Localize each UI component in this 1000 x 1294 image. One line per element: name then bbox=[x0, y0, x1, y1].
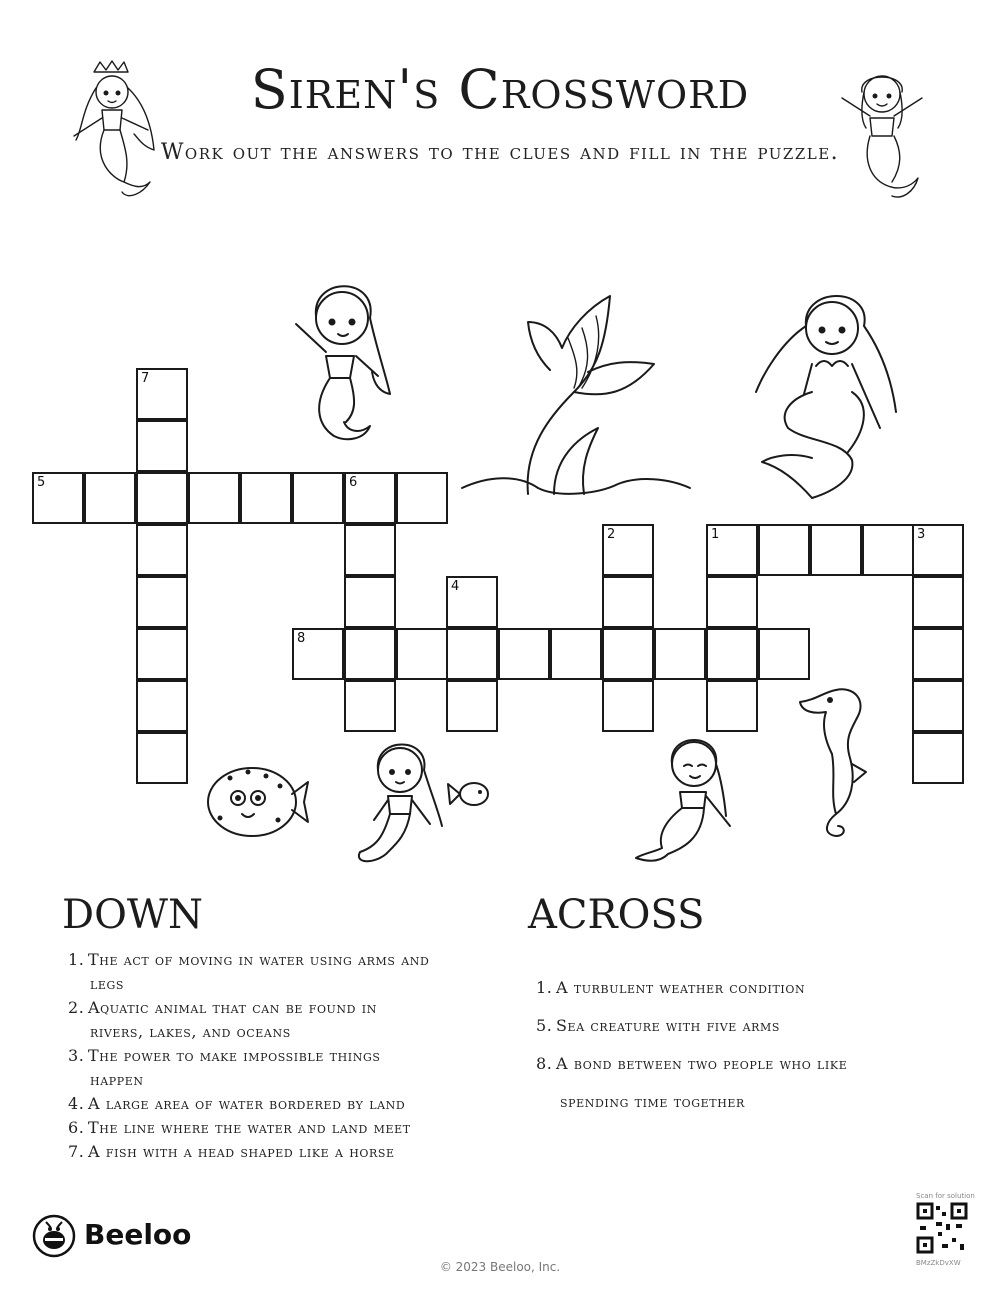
cell[interactable] bbox=[706, 576, 758, 628]
cell[interactable] bbox=[136, 732, 188, 784]
cell[interactable] bbox=[446, 680, 498, 732]
cell[interactable] bbox=[240, 472, 292, 524]
down-heading: DOWN bbox=[62, 892, 203, 938]
cell[interactable] bbox=[136, 680, 188, 732]
across-clue-8: 8. A bond between two people who like bbox=[536, 1054, 848, 1073]
cell[interactable] bbox=[136, 472, 188, 524]
page-subtitle: Work out the answers to the clues and fill in the puzzle. bbox=[160, 140, 840, 165]
cell[interactable] bbox=[344, 576, 396, 628]
cell[interactable] bbox=[602, 576, 654, 628]
cell-8-across-1[interactable] bbox=[292, 628, 344, 680]
clue-number-8: 8 bbox=[297, 631, 306, 646]
down-clue-4: 4. A large area of water bordered by land bbox=[68, 1094, 406, 1113]
clue-number-4: 4 bbox=[451, 579, 460, 594]
cell[interactable] bbox=[706, 680, 758, 732]
qr-code-text: BMzZkDvXW bbox=[916, 1259, 961, 1267]
cell[interactable] bbox=[396, 472, 448, 524]
clue-number-1: 1 bbox=[711, 527, 720, 542]
cell[interactable] bbox=[654, 628, 706, 680]
cell[interactable] bbox=[758, 524, 810, 576]
cell[interactable] bbox=[136, 420, 188, 472]
cell-1-across-1[interactable] bbox=[706, 524, 758, 576]
cell[interactable] bbox=[602, 628, 654, 680]
qr-caption: Scan for solution bbox=[916, 1192, 975, 1200]
across-clue-1: 1. A turbulent weather condition bbox=[536, 978, 806, 997]
cell[interactable] bbox=[396, 628, 448, 680]
cell[interactable] bbox=[912, 680, 964, 732]
cell[interactable] bbox=[912, 732, 964, 784]
cell[interactable] bbox=[758, 628, 810, 680]
cell[interactable] bbox=[136, 576, 188, 628]
cell[interactable] bbox=[912, 628, 964, 680]
cell[interactable] bbox=[912, 576, 964, 628]
cell[interactable] bbox=[550, 628, 602, 680]
cell[interactable] bbox=[602, 680, 654, 732]
down-clue-3: 3. The power to make impossible things bbox=[68, 1046, 381, 1065]
clue-number-5: 5 bbox=[37, 475, 46, 490]
down-clue-2-cont: rivers, lakes, and oceans bbox=[90, 1022, 291, 1041]
cell[interactable] bbox=[188, 472, 240, 524]
page-title: Siren's Crossword bbox=[250, 58, 750, 121]
cell[interactable] bbox=[136, 524, 188, 576]
cell[interactable] bbox=[862, 524, 914, 576]
down-clue-1-cont: legs bbox=[90, 974, 125, 993]
qr-code-icon[interactable] bbox=[916, 1202, 968, 1254]
down-clue-list bbox=[68, 948, 488, 1164]
down-clue-2: 2. Aquatic animal that can be found in bbox=[68, 998, 377, 1017]
down-clue-3-cont: happen bbox=[90, 1070, 144, 1089]
cell[interactable] bbox=[84, 472, 136, 524]
brand-logo[interactable]: Beeloo bbox=[84, 1218, 192, 1251]
cell[interactable] bbox=[810, 524, 862, 576]
cell[interactable] bbox=[344, 628, 396, 680]
cell[interactable] bbox=[344, 524, 396, 576]
cell-7-down-1[interactable] bbox=[136, 368, 188, 420]
cell[interactable] bbox=[446, 628, 498, 680]
across-heading: ACROSS bbox=[528, 892, 705, 938]
clue-number-7: 7 bbox=[141, 371, 150, 386]
down-clue-1: 1. The act of moving in water using arms and bbox=[68, 950, 430, 969]
bee-logo-icon bbox=[32, 1214, 76, 1258]
clue-number-2: 2 bbox=[607, 527, 616, 542]
clue-number-6: 6 bbox=[349, 475, 358, 490]
across-clue-list bbox=[536, 976, 956, 1114]
cell-5-across-1[interactable] bbox=[32, 472, 84, 524]
across-clue-5: 5. Sea creature with five arms bbox=[536, 1016, 781, 1035]
cell-4-down-1[interactable] bbox=[446, 576, 498, 628]
across-clue-8-cont: spending time together bbox=[560, 1092, 745, 1111]
cell[interactable] bbox=[344, 680, 396, 732]
cell[interactable] bbox=[292, 472, 344, 524]
cell-6-down-1[interactable] bbox=[344, 472, 396, 524]
down-clue-6: 6. The line where the water and land meet bbox=[68, 1118, 411, 1137]
cell[interactable] bbox=[706, 628, 758, 680]
cell-2-down-1[interactable] bbox=[602, 524, 654, 576]
cell[interactable] bbox=[136, 628, 188, 680]
down-clue-7: 7. A fish with a head shaped like a horse bbox=[68, 1142, 395, 1161]
clue-number-3: 3 bbox=[917, 527, 926, 542]
cell-3-down-1[interactable] bbox=[912, 524, 964, 576]
copyright: © 2023 Beeloo, Inc. bbox=[439, 1260, 561, 1274]
cell[interactable] bbox=[498, 628, 550, 680]
